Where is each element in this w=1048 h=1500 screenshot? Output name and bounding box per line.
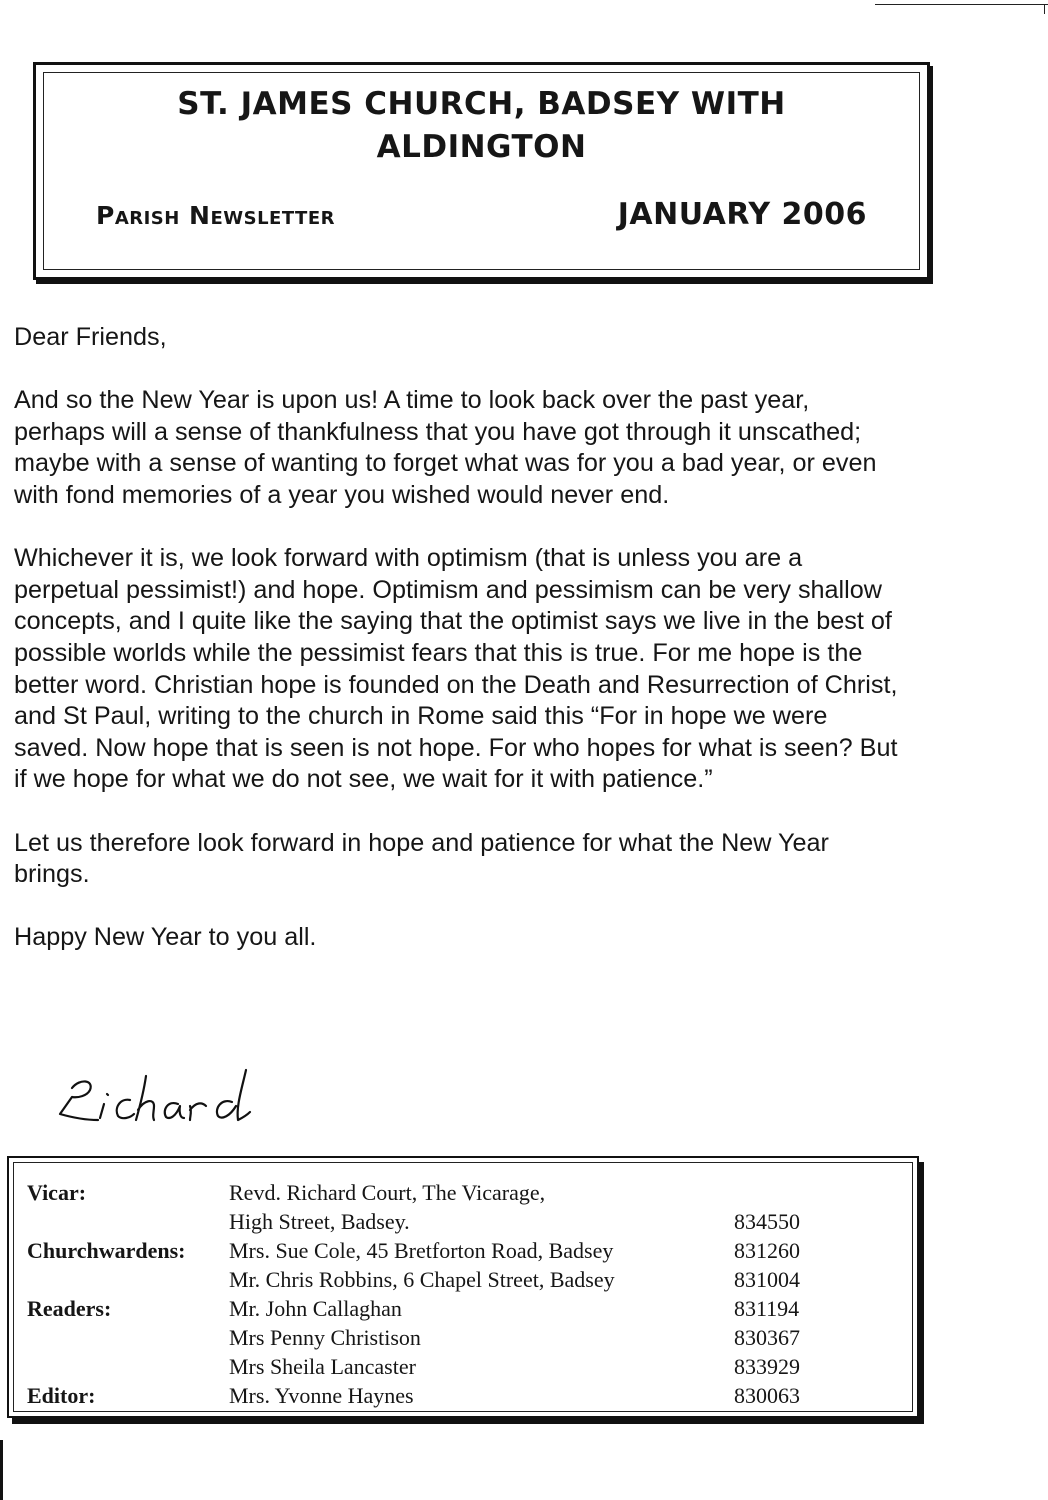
contact-phone: 833929 [734,1354,800,1379]
contact-detail: Revd. Richard Court, The Vicarage, [229,1180,546,1205]
table-row [27,1236,834,1265]
contact-phone: 831004 [734,1267,800,1292]
table-row [27,1265,834,1294]
church-title-line-2: ALDINGTON [376,129,587,165]
scan-edge-left [0,1440,3,1500]
contact-role: Vicar: [27,1180,87,1205]
church-title-line-1: ST. JAMES CHURCH, BADSEY WITH [177,86,786,122]
contact-role: Editor: [27,1383,96,1408]
letter-closing: Happy New Year to you all. [14,923,317,952]
contact-role [27,1207,229,1236]
contacts-box [7,1156,919,1418]
contact-role [27,1323,229,1352]
contact-detail: Mrs. Sue Cole, 45 Bretforton Road, Badsey [229,1238,614,1263]
contacts-table [27,1178,834,1410]
contact-role [27,1265,229,1294]
letter-body [14,322,904,954]
letter-paragraph: Whichever it is, we look forward with optimism (that is unless you are a perpetual pessimist!) and hope. Optimism and pessimism can be very shallow concepts, and I quite like the saying that the optimist says we live in the best of possible worlds while the pessimist fears that this is true. For me hope is the better word. Christian hope is founded on the Death and Resurrection of Christ, and St Paul, writing to the church in Rome said this “For in hope we were saved. Now hope that is seen is not hope. For who hopes for what is seen? But if we hope for what we do not see, we wait for it with patience.” [14,544,898,794]
church-title [36,83,927,169]
issue-date: JANUARY 2006 [617,197,867,232]
scan-edge-right [1044,4,1045,14]
contact-phone: 830063 [734,1383,800,1408]
letter-paragraph: Let us therefore look forward in hope and patience for what the New Year brings. [14,828,829,889]
signature-image [50,1062,280,1132]
contact-phone: 831260 [734,1238,800,1263]
contact-detail: Mrs. Yvonne Haynes [229,1383,414,1408]
contact-phone: 834550 [734,1209,800,1234]
contact-detail: Mrs Sheila Lancaster [229,1354,416,1379]
contact-phone: 830367 [734,1325,800,1350]
contact-role: Churchwardens: [27,1238,186,1263]
table-row [27,1207,834,1236]
contact-detail: Mr. Chris Robbins, 6 Chapel Street, Badsey [229,1267,615,1292]
contact-detail: Mr. John Callaghan [229,1296,402,1321]
contact-detail: High Street, Badsey. [229,1209,410,1234]
table-row [27,1352,834,1381]
contact-phone [734,1178,834,1207]
newsletter-header [33,62,930,280]
contact-role [27,1352,229,1381]
letter-paragraph: And so the New Year is upon us! A time to look back over the past year, perhaps will a sense of thankfulness that you have got through it unscathed; maybe with a sense of wanting to forget what was for you a bad year, or even with fond memories of a year you wished would never end. [14,386,877,509]
table-row [27,1323,834,1352]
table-row [27,1381,834,1410]
newsletter-name: Parish Newsletter [96,201,335,230]
contact-phone: 831194 [734,1296,800,1321]
letter-greeting: Dear Friends, [14,323,167,351]
header-subtitle-row [96,197,867,232]
table-row [27,1178,834,1207]
table-row [27,1294,834,1323]
scan-edge-top [875,4,1048,5]
contact-detail: Mrs Penny Christison [229,1325,421,1350]
contact-role: Readers: [27,1296,112,1321]
